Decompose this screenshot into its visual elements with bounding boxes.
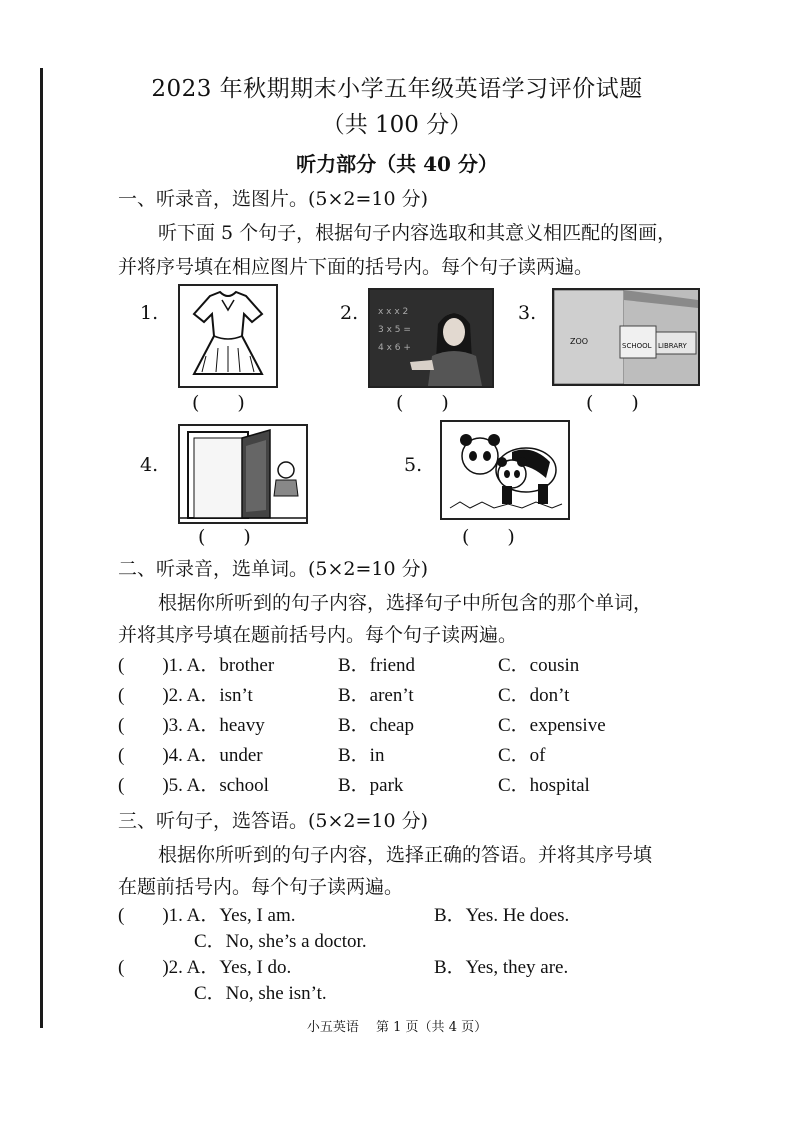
svg-text:x x x 2: x x x 2 bbox=[378, 307, 409, 317]
section2-heading: 二、听录音，选单词。(5×2=10 分) bbox=[118, 558, 429, 580]
s2-q2-option-a[interactable]: ( )2. A．isn’t bbox=[118, 685, 253, 706]
s3-q2-option-b[interactable]: B．Yes, they are. bbox=[434, 957, 569, 978]
svg-text:3 x 5 =: 3 x 5 = bbox=[378, 325, 411, 335]
section1-instruction-2: 并将序号填在相应图片下面的括号内。每个句子读两遍。 bbox=[118, 256, 594, 278]
section3-heading: 三、听句子，选答语。(5×2=10 分) bbox=[118, 810, 429, 832]
pic3-number: 3. bbox=[518, 302, 537, 324]
section1-instruction-1: 听下面 5 个句子，根据句子内容选取和其意义相匹配的图画， bbox=[158, 222, 677, 244]
pic5-number: 5. bbox=[404, 454, 423, 476]
s2-q3-option-b[interactable]: B．cheap bbox=[338, 715, 414, 736]
s2-q5-option-c[interactable]: C．hospital bbox=[498, 775, 590, 796]
s2-q5-option-a[interactable]: ( )5. A．school bbox=[118, 775, 269, 796]
pic5-answer-paren[interactable]: ( ) bbox=[462, 526, 515, 548]
s2-q4-option-c[interactable]: C．of bbox=[498, 745, 546, 766]
zoo-sign-label: ZOO bbox=[570, 337, 589, 346]
section3-instruction-2: 在题前括号内。每个句子读两遍。 bbox=[118, 876, 404, 898]
pic4-answer-paren[interactable]: ( ) bbox=[198, 526, 251, 548]
teacher-picture bbox=[368, 288, 494, 388]
pic3-answer-paren[interactable]: ( ) bbox=[586, 392, 639, 414]
door-picture bbox=[178, 424, 308, 524]
section1-heading: 一、听录音，选图片。(5×2=10 分) bbox=[118, 188, 429, 210]
pic1-number: 1. bbox=[140, 302, 159, 324]
page-footer: 小五英语 第 1 页（共 4 页） bbox=[306, 1020, 488, 1035]
section2-instruction-1: 根据你所听到的句子内容，选择句子中所包含的那个单词， bbox=[158, 592, 653, 614]
section3-instruction-1: 根据你所听到的句子内容，选择正确的答语。并将其序号填 bbox=[158, 844, 653, 866]
s2-q2-option-c[interactable]: C．don’t bbox=[498, 685, 570, 706]
section2-instruction-2: 并将其序号填在题前括号内。每个句子读两遍。 bbox=[118, 624, 518, 646]
s3-q1-option-b[interactable]: B．Yes. He does. bbox=[434, 905, 570, 926]
page-subtitle: （共 100 分） bbox=[321, 112, 473, 138]
margin-line bbox=[40, 68, 43, 1028]
s3-q2-option-c[interactable]: C．No, she isn’t. bbox=[194, 983, 327, 1004]
svg-text:4 x 6 +: 4 x 6 + bbox=[378, 343, 411, 353]
dress-picture bbox=[178, 284, 278, 388]
s2-q1-option-b[interactable]: B．friend bbox=[338, 655, 416, 676]
page-title: 2023 年秋期期末小学五年级英语学习评价试题 bbox=[151, 76, 643, 102]
s2-q1-option-c[interactable]: C．cousin bbox=[498, 655, 580, 676]
s3-q2-option-a[interactable]: ( )2. A．Yes, I do. bbox=[118, 957, 292, 978]
pandas-picture bbox=[440, 420, 570, 520]
s3-q1-option-a[interactable]: ( )1. A．Yes, I am. bbox=[118, 905, 296, 926]
signs-picture bbox=[552, 288, 700, 386]
s2-q3-option-a[interactable]: ( )3. A．heavy bbox=[118, 715, 265, 736]
school-sign-label: SCHOOL bbox=[622, 342, 652, 350]
s2-q2-option-b[interactable]: B．aren’t bbox=[338, 685, 414, 706]
s2-q3-option-c[interactable]: C．expensive bbox=[498, 715, 606, 736]
part-heading: 听力部分（共 40 分） bbox=[296, 152, 498, 176]
pic4-number: 4. bbox=[140, 454, 159, 476]
s2-q4-option-a[interactable]: ( )4. A．under bbox=[118, 745, 263, 766]
pic2-number: 2. bbox=[340, 302, 359, 324]
pic2-answer-paren[interactable]: ( ) bbox=[396, 392, 449, 414]
s2-q1-option-a[interactable]: ( )1. A．brother bbox=[118, 655, 275, 676]
s2-q5-option-b[interactable]: B．park bbox=[338, 775, 404, 796]
s3-q1-option-c[interactable]: C．No, she’s a doctor. bbox=[194, 931, 367, 952]
pic1-answer-paren[interactable]: ( ) bbox=[192, 392, 245, 414]
s2-q4-option-b[interactable]: B．in bbox=[338, 745, 385, 766]
library-sign-label: LIBRARY bbox=[658, 342, 687, 350]
